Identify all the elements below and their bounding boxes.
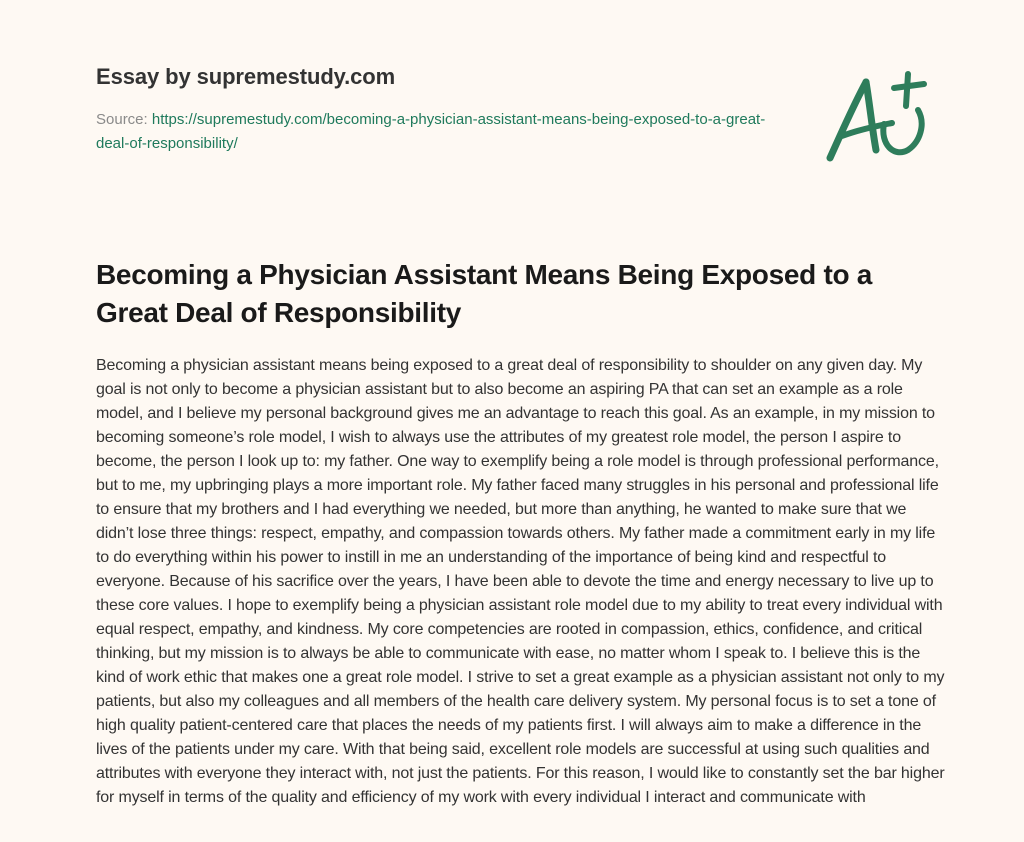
source-link[interactable]: https://supremestudy.com/becoming-a-physician-assistant-means-being-exposed-to-a-great-deal-of-responsibility/ <box>96 111 766 152</box>
source-label: Source: <box>96 111 152 128</box>
a-plus-grade-icon <box>822 66 932 166</box>
essay-body: Becoming a physician assistant means being exposed to a great deal of responsibility to shoulder on any given day. My goal is not only to become a physician assistant but to also become an aspiring PA that can set an example as a role model, and I believe my personal background gives me an advantage to reach this goal. As an example, in my mission to becoming someone’s role model, I wish to always use the attributes of my greatest role model, the person I aspire to become, the person I look up to: my father. One way to exemplify being a role model is through professional performance, but to me, my upbringing plays a more important role. My father faced many struggles in his personal and professional life to ensure that my brothers and I had everything we needed, but more than anything, he wanted to make sure that we didn’t lose three things: respect, empathy, and compassion towards others. My father made a commitment early in my life to do everything within his power to instill in me an understanding of the importance of being kind and respectful to everyone. Because of his sacrifice over the years, I have been able to devote the time and energy necessary to live up to these core values. I hope to exemplify being a physician assistant role model due to my ability to treat every individual with equal respect, empathy, and kindness. My core competencies are rooted in compassion, ethics, confidence, and critical thinking, but my mission is to always be able to communicate with ease, no matter whom I speak to. I believe this is the kind of work ethic that makes one a great role model. I strive to set a great example as a physician assistant not only to my patients, but also my colleagues and all members of the health care delivery system. My personal focus is to set a tone of high quality patient-centered care that places the needs of my patients first. I will always aim to make a difference in the lives of the patients under my care. With that being said, excellent role models are successful at using such qualities and attributes with everyone they interact with, not just the patients. For this reason, I would like to constantly set the bar higher for myself in terms of the quality and efficiency of my work with every individual I interact and communicate with <box>96 357 945 806</box>
site-title: Essay by supremestudy.com <box>96 64 396 89</box>
source-line <box>96 108 766 156</box>
essay-title: Becoming a Physician Assistant Means Being Exposed to a Great Deal of Responsibility <box>96 259 873 328</box>
page-header <box>96 62 776 156</box>
